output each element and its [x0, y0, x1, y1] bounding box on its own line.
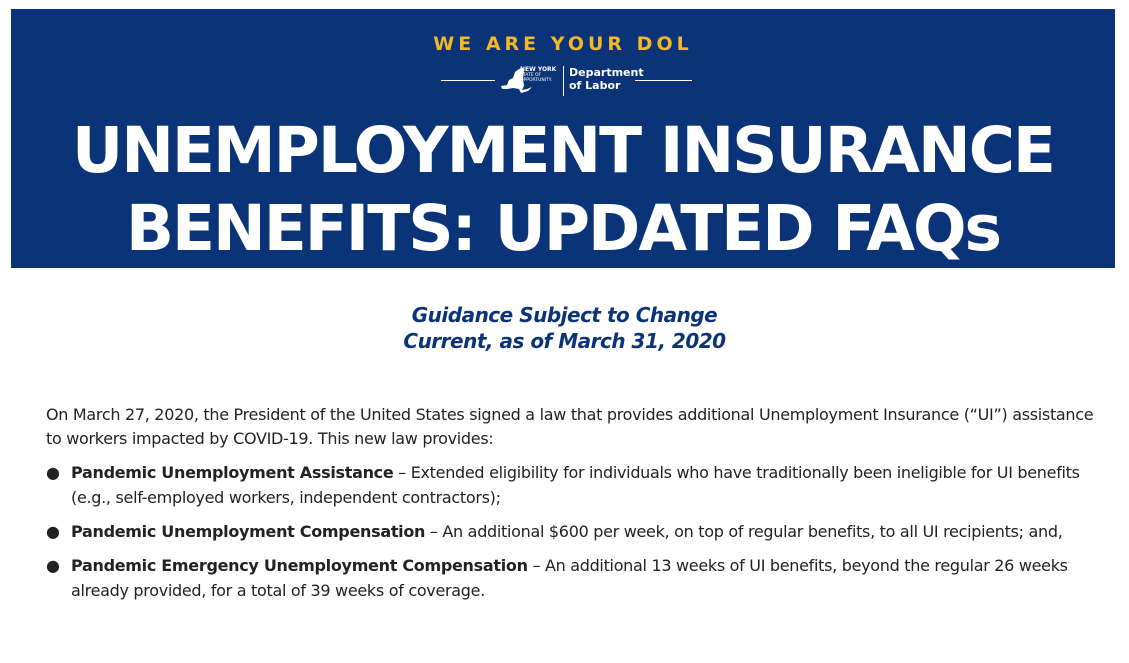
list-item	[46, 553, 1106, 603]
dept-line-1: Department	[569, 66, 644, 79]
title-line-1: UNEMPLOYMENT INSURANCE	[72, 114, 1054, 187]
bullet-term: Pandemic Unemployment Assistance	[71, 463, 394, 482]
state-name: NEW YORK	[520, 66, 557, 73]
department-wordmark	[569, 66, 644, 92]
state-motto-1: STATE OF	[520, 73, 542, 78]
list-item	[46, 460, 1106, 510]
bullet-term: Pandemic Emergency Unemployment Compensation	[71, 556, 528, 575]
logo-rule-left	[441, 80, 495, 81]
dol-logo	[11, 64, 1115, 98]
state-wordmark	[520, 67, 556, 83]
bullet-icon: ●	[46, 556, 60, 575]
header-banner	[11, 9, 1115, 268]
guidance-line-1: Guidance Subject to Change	[411, 303, 718, 327]
intro-paragraph: On March 27, 2020, the President of the United States signed a law that provides additional Unemployment Insurance (“UI”) assistance to workers impacted by COVID-19. This new law provides:	[46, 405, 1094, 448]
logo-rule-right	[635, 80, 692, 81]
guidance-line-2: Current, as of March 31, 2020	[403, 329, 726, 353]
state-motto-2: OPPORTUNITY.	[520, 78, 553, 83]
bullet-term: Pandemic Unemployment Compensation	[71, 522, 426, 541]
bullet-text: – An additional $600 per week, on top of regular benefits, to all UI recipients; and,	[425, 522, 1063, 541]
page-title	[11, 112, 1115, 268]
dept-line-2: of Labor	[569, 79, 621, 92]
bullet-icon: ●	[46, 522, 60, 541]
benefits-list	[46, 460, 1106, 612]
list-item	[46, 519, 1106, 544]
bullet-text: – An additional 13 weeks of UI benefits, beyond the regular 26 weeks already provided, for a total of 39 weeks of coverage.	[71, 556, 1068, 600]
tagline: WE ARE YOUR DOL	[433, 33, 693, 55]
title-line-2: BENEFITS: UPDATED FAQs	[125, 192, 1001, 265]
bullet-icon: ●	[46, 463, 60, 482]
logo-divider	[563, 66, 564, 96]
guidance-subtitle	[0, 302, 1129, 354]
bullet-text: – Extended eligibility for individuals who have traditionally been ineligible for UI benefits (e.g., self-employed workers, independent contractors);	[71, 463, 1080, 507]
